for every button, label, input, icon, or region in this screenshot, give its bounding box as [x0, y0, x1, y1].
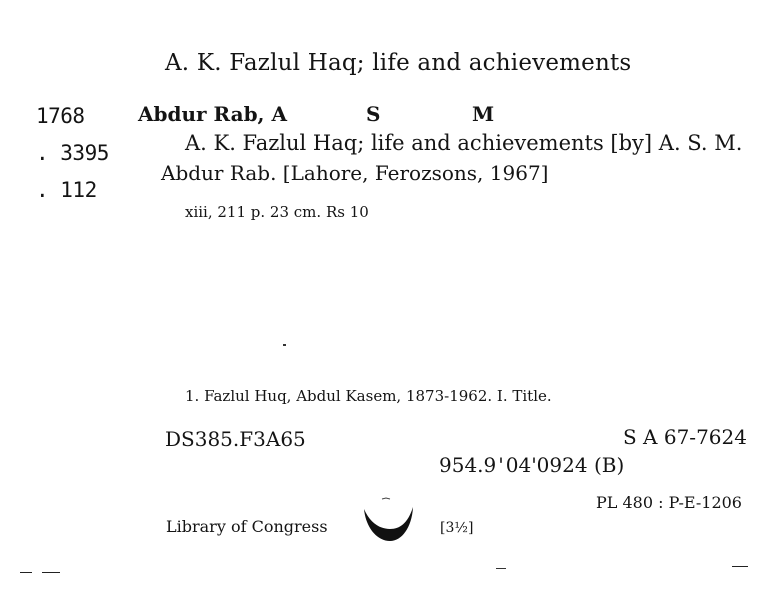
call-number-line-2: . 3395 — [36, 141, 109, 165]
lc-call-number: DS385.F3A65 — [165, 427, 306, 451]
author-name: Abdur Rab, A — [138, 102, 287, 126]
punch-hole-mark — [360, 497, 416, 547]
subject-tracings: 1. Fazlul Huq, Abdul Kasem, 1873-1962. I. Title. — [185, 387, 552, 405]
call-number-line-3: . 112 — [36, 178, 97, 202]
collation: xiii, 211 p. 23 cm. Rs 10 — [185, 203, 369, 221]
title-line-1: A. K. Fazlul Haq; life and achievements [by] A. S. M. — [185, 131, 743, 155]
edge-mark — [42, 572, 60, 573]
speck-mark — [283, 344, 286, 346]
dewey-number: 954.9 ' 04'0924 (B) — [439, 453, 625, 477]
print-code: [3½] — [440, 520, 474, 536]
edge-mark — [732, 566, 748, 567]
author-initial-s: S — [366, 102, 381, 126]
edge-mark — [20, 572, 32, 573]
card-heading: A. K. Fazlul Haq; life and achievements — [165, 50, 632, 76]
library-name: Library of Congress — [166, 517, 328, 536]
call-number-line-1: 1768 — [36, 104, 85, 128]
author-initial-m: M — [472, 102, 495, 126]
title-line-2: Abdur Rab. [Lahore, Ferozsons, 1967] — [161, 161, 549, 185]
speck-mark — [496, 568, 506, 569]
card-number: S A 67-7624 — [623, 425, 747, 449]
pl480-number: PL 480 : P-E-1206 — [596, 493, 742, 512]
